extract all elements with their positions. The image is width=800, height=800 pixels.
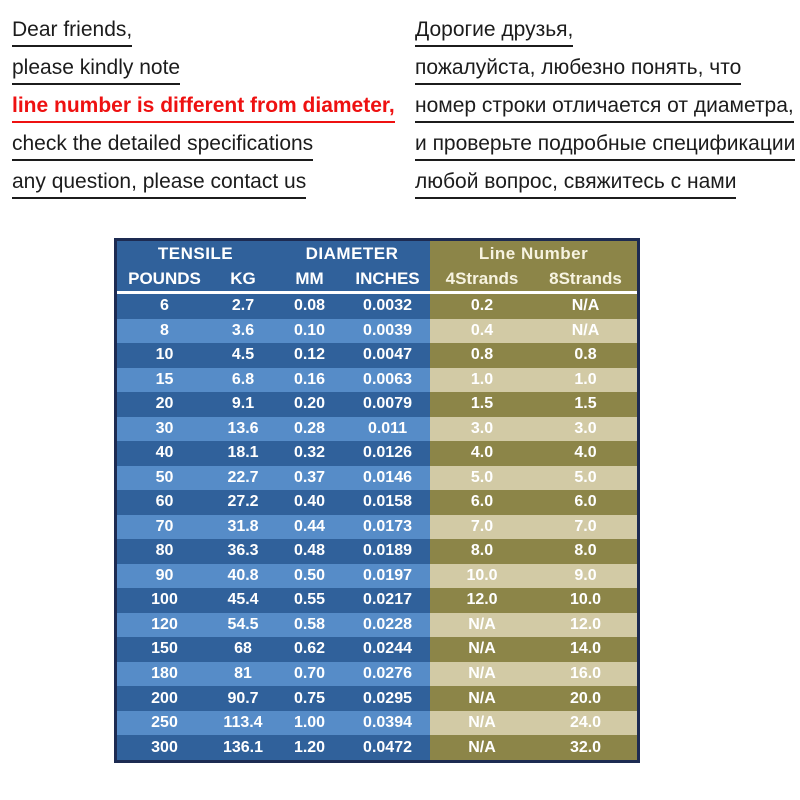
spec-cell: 0.0126	[345, 441, 430, 466]
table-row	[117, 392, 637, 417]
spec-cell: 0.0146	[345, 466, 430, 491]
column-header-mm: MM	[274, 267, 345, 293]
spec-cell: 6.8	[212, 368, 274, 393]
spec-cell: 2.7	[212, 293, 274, 319]
spec-cell: 30	[117, 417, 212, 442]
spec-cell: 0.10	[274, 319, 345, 344]
spec-cell: 0.08	[274, 293, 345, 319]
spec-cell: 10	[117, 343, 212, 368]
spec-cell: 18.1	[212, 441, 274, 466]
note-line-highlight: line number is different from diameter,	[12, 94, 415, 123]
spec-cell: 0.8	[534, 343, 637, 368]
note-line: любой вопрос, свяжитесь с нами	[415, 170, 795, 199]
spec-cell: 0.62	[274, 637, 345, 662]
group-header-line-number: Line Number	[430, 241, 637, 267]
spec-cell: 0.0295	[345, 686, 430, 711]
spec-cell: 20	[117, 392, 212, 417]
spec-cell: 4.5	[212, 343, 274, 368]
spec-cell: N/A	[430, 711, 534, 736]
spec-cell: 200	[117, 686, 212, 711]
spec-cell: 0.011	[345, 417, 430, 442]
spec-cell: 40	[117, 441, 212, 466]
table-row	[117, 613, 637, 638]
spec-cell: 0.55	[274, 588, 345, 613]
spec-cell: 70	[117, 515, 212, 540]
spec-cell: 3.0	[430, 417, 534, 442]
table-row	[117, 588, 637, 613]
spec-cell: 0.0244	[345, 637, 430, 662]
spec-cell: 1.20	[274, 735, 345, 760]
note-line: Дорогие друзья,	[415, 18, 795, 47]
note-line: номер строки отличается от диаметра,	[415, 94, 795, 123]
spec-cell: 0.0047	[345, 343, 430, 368]
spec-cell: 0.48	[274, 539, 345, 564]
spec-cell: 0.0158	[345, 490, 430, 515]
spec-cell: 0.0063	[345, 368, 430, 393]
spec-cell: 3.6	[212, 319, 274, 344]
spec-cell: 4.0	[430, 441, 534, 466]
spec-cell: 27.2	[212, 490, 274, 515]
column-header-inches: INCHES	[345, 267, 430, 293]
spec-cell: 36.3	[212, 539, 274, 564]
spec-cell: 9.0	[534, 564, 637, 589]
spec-cell: 16.0	[534, 662, 637, 687]
spec-cell: 9.1	[212, 392, 274, 417]
spec-cell: 0.28	[274, 417, 345, 442]
table-row	[117, 441, 637, 466]
table-row	[117, 293, 637, 319]
table-row	[117, 711, 637, 736]
spec-cell: 1.0	[430, 368, 534, 393]
spec-cell: 1.5	[430, 392, 534, 417]
spec-cell: 60	[117, 490, 212, 515]
table-row	[117, 686, 637, 711]
spec-cell: 68	[212, 637, 274, 662]
spec-cell: 12.0	[534, 613, 637, 638]
spec-cell: 90.7	[212, 686, 274, 711]
table-row	[117, 490, 637, 515]
spec-cell: 180	[117, 662, 212, 687]
spec-cell: 40.8	[212, 564, 274, 589]
spec-cell: 300	[117, 735, 212, 760]
spec-cell: 12.0	[430, 588, 534, 613]
spec-cell: 6	[117, 293, 212, 319]
spec-cell: 0.0394	[345, 711, 430, 736]
note-line: пожалуйста, любезно понять, что	[415, 56, 795, 85]
spec-cell: 0.70	[274, 662, 345, 687]
spec-cell: 3.0	[534, 417, 637, 442]
note-line: и проверьте подробные спецификации	[415, 132, 795, 161]
column-header-pounds: POUNDS	[117, 267, 212, 293]
spec-cell: 0.8	[430, 343, 534, 368]
spec-cell: 8	[117, 319, 212, 344]
spec-cell: 0.75	[274, 686, 345, 711]
spec-cell: 0.0032	[345, 293, 430, 319]
spec-cell: 10.0	[430, 564, 534, 589]
table-row	[117, 515, 637, 540]
column-header-4strands: 4Strands	[430, 267, 534, 293]
table-row	[117, 564, 637, 589]
spec-cell: 0.0276	[345, 662, 430, 687]
table-row	[117, 343, 637, 368]
spec-cell: 6.0	[430, 490, 534, 515]
spec-cell: 8.0	[534, 539, 637, 564]
spec-cell: 10.0	[534, 588, 637, 613]
spec-cell: 54.5	[212, 613, 274, 638]
spec-cell: 0.58	[274, 613, 345, 638]
spec-cell: N/A	[430, 613, 534, 638]
table-row	[117, 735, 637, 760]
spec-table-body	[117, 293, 637, 761]
spec-cell: 14.0	[534, 637, 637, 662]
spec-cell: 5.0	[534, 466, 637, 491]
spec-cell: 24.0	[534, 711, 637, 736]
spec-cell: 120	[117, 613, 212, 638]
table-row	[117, 368, 637, 393]
spec-cell: 0.12	[274, 343, 345, 368]
spec-cell: N/A	[430, 686, 534, 711]
spec-cell: 15	[117, 368, 212, 393]
spec-cell: 5.0	[430, 466, 534, 491]
note-line: any question, please contact us	[12, 170, 415, 199]
spec-table	[117, 241, 637, 760]
note-line: Dear friends,	[12, 18, 415, 47]
spec-cell: N/A	[430, 637, 534, 662]
table-row	[117, 417, 637, 442]
spec-cell: 0.50	[274, 564, 345, 589]
spec-cell: 0.20	[274, 392, 345, 417]
notes-english	[12, 18, 415, 208]
spec-cell: 13.6	[212, 417, 274, 442]
column-header-8strands: 8Strands	[534, 267, 637, 293]
spec-cell: 90	[117, 564, 212, 589]
spec-cell: 20.0	[534, 686, 637, 711]
spec-cell: 22.7	[212, 466, 274, 491]
spec-cell: N/A	[534, 293, 637, 319]
note-line: please kindly note	[12, 56, 415, 85]
spec-cell: 0.0189	[345, 539, 430, 564]
spec-cell: 0.16	[274, 368, 345, 393]
spec-cell: 0.32	[274, 441, 345, 466]
spec-cell: 0.0079	[345, 392, 430, 417]
spec-cell: 0.2	[430, 293, 534, 319]
spec-cell: 80	[117, 539, 212, 564]
spec-cell: 32.0	[534, 735, 637, 760]
table-row	[117, 466, 637, 491]
spec-cell: 81	[212, 662, 274, 687]
spec-cell: 4.0	[534, 441, 637, 466]
table-row	[117, 539, 637, 564]
spec-cell: 0.44	[274, 515, 345, 540]
spec-cell: 0.40	[274, 490, 345, 515]
spec-cell: 6.0	[534, 490, 637, 515]
spec-cell: 0.0228	[345, 613, 430, 638]
spec-cell: 7.0	[430, 515, 534, 540]
note-line: check the detailed specifications	[12, 132, 415, 161]
spec-cell: 0.0197	[345, 564, 430, 589]
spec-cell: 0.0217	[345, 588, 430, 613]
spec-cell: 50	[117, 466, 212, 491]
spec-cell: 31.8	[212, 515, 274, 540]
table-row	[117, 319, 637, 344]
spec-cell: 0.0173	[345, 515, 430, 540]
notes-russian	[415, 18, 795, 208]
spec-cell: N/A	[430, 662, 534, 687]
spec-cell: N/A	[534, 319, 637, 344]
group-header-tensile: TENSILE	[117, 241, 274, 267]
group-header-diameter: DIAMETER	[274, 241, 430, 267]
column-header-kg: KG	[212, 267, 274, 293]
spec-cell: 8.0	[430, 539, 534, 564]
group-header-row	[117, 241, 637, 267]
spec-cell: N/A	[430, 735, 534, 760]
spec-cell: 250	[117, 711, 212, 736]
spec-cell: 0.0039	[345, 319, 430, 344]
spec-cell: 1.5	[534, 392, 637, 417]
spec-table-container	[114, 238, 640, 763]
column-header-row	[117, 267, 637, 293]
spec-cell: 100	[117, 588, 212, 613]
spec-cell: 136.1	[212, 735, 274, 760]
table-row	[117, 637, 637, 662]
spec-cell: 1.0	[534, 368, 637, 393]
spec-cell: 0.37	[274, 466, 345, 491]
spec-cell: 7.0	[534, 515, 637, 540]
spec-cell: 1.00	[274, 711, 345, 736]
table-row	[117, 662, 637, 687]
spec-cell: 113.4	[212, 711, 274, 736]
spec-cell: 0.0472	[345, 735, 430, 760]
notes-section	[12, 18, 796, 208]
spec-cell: 45.4	[212, 588, 274, 613]
spec-cell: 0.4	[430, 319, 534, 344]
spec-cell: 150	[117, 637, 212, 662]
